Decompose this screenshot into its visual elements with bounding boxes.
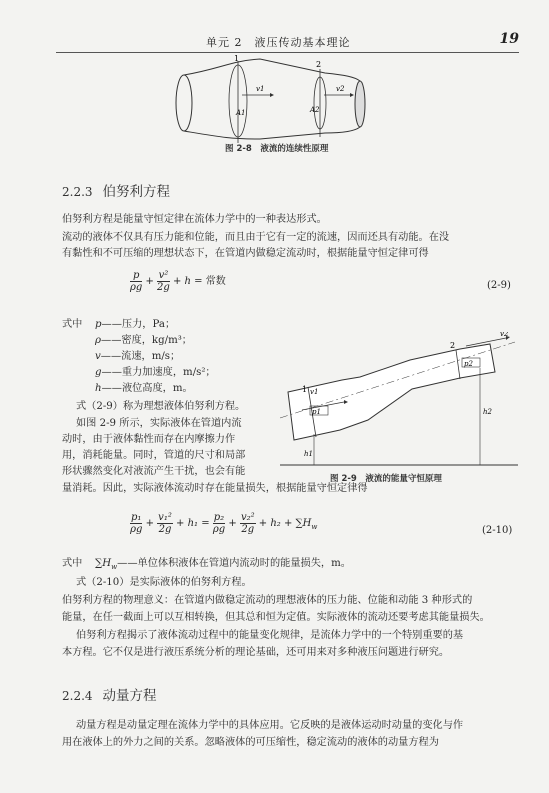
fig28-label-v1: v1 — [256, 85, 265, 93]
fig29-label-s2: 2 — [450, 341, 456, 350]
def-row: p——压力，Pa； — [95, 319, 176, 330]
paragraph-line: 如图 2-9 所示，实际液体在管道内流 — [76, 418, 242, 429]
def-row: v——流速，m/s； — [95, 351, 181, 362]
section-heading-2-2-4 — [62, 684, 157, 704]
figure-2-8-caption: 图 2-8 液流的连续性原理 — [225, 144, 329, 154]
equation-number: (2-10) — [482, 525, 513, 536]
equation-number: (2-9) — [487, 280, 511, 291]
fig28-label-v2: v2 — [336, 85, 345, 93]
fig29-label-v2: v2 — [500, 332, 509, 338]
paragraph: 伯努利方程的物理意义：在管道内做稳定流动的理想液体的压力能、位能和动能 3 种形式的 — [62, 595, 473, 606]
paragraph-line: 动时，由于液体黏性而存在内摩擦力作 — [62, 434, 236, 445]
running-header — [56, 32, 519, 53]
page-number: 19 — [499, 31, 519, 47]
fig28-label-A1: A1 — [236, 109, 246, 117]
fig29-label-p2: p2 — [464, 360, 473, 368]
def-row: g——重力加速度，m/s²； — [95, 367, 216, 378]
paragraph-line: 用，消耗能量。同时，管道的尺寸和局部 — [62, 450, 246, 461]
eq29-rhs: = 常数 — [194, 276, 226, 287]
paragraph: 本方程。它不仅是进行液压系统分析的理论基础，还可用来对多种液压问题进行研究。 — [62, 647, 450, 658]
figure-2-8-continuity-diagram — [170, 55, 390, 145]
paragraph: 有黏性和不可压缩的理想状态下，在管道内做稳定流动时，根据能量守恒定律可得 — [62, 248, 429, 259]
fig29-label-s1: 1 — [302, 385, 308, 394]
paragraph: 伯努利方程揭示了液体流动过程中的能量变化规律，是流体力学中的一个特别重要的基 — [76, 630, 464, 641]
def-row: ρ——密度，kg/m³； — [95, 335, 192, 346]
fig28-label-s1: 1 — [234, 55, 240, 63]
paragraph: 式（2-9）称为理想液体伯努利方程。 — [76, 401, 246, 412]
section-number: 2.2.4 — [62, 689, 93, 703]
equation-2-10: $\frac{\text{p₁}}{\rho g}$ + $\frac{\text{v₁²}}{2g}$ + h₁ = $\frac{\text{p₂}}{\rho g}$ + $\frac{\text{v₂²}}{2g}$ + $h_2 + \sum H_w$ — [130, 512, 318, 535]
where-label: 式中 — [62, 558, 83, 569]
fig29-label-h2: h2 — [483, 408, 492, 416]
paragraph-line: 形状骤然变化对液流产生干扰，也会有能 — [62, 466, 246, 477]
fig28-label-s2: 2 — [316, 60, 322, 69]
paragraph: 量消耗。因此，实际液体流动时存在能量损失，根据能量守恒定律得 — [62, 483, 368, 494]
fig28-label-A2: A2 — [310, 106, 320, 114]
paragraph: 伯努利方程是能量守恒定律在流体力学中的一种表达形式。 — [62, 214, 327, 225]
paragraph: 动量方程是动量定理在流体力学中的具体应用。它反映的是液体运动时动量的变化与作 — [76, 720, 464, 731]
figure-2-9-energy-diagram — [280, 332, 520, 467]
figure-2-9-caption: 图 2-9 液流的能量守恒原理 — [330, 474, 442, 484]
section-number: 2.2.3 — [62, 185, 93, 199]
paragraph: 流动的液体不仅具有压力能和位能，而且由于它有一定的流速，因而还具有动能。在没 — [62, 232, 450, 243]
fig29-label-v1: v1 — [310, 388, 319, 396]
section-title: 动量方程 — [102, 688, 157, 704]
paragraph: 能量，在任一截面上可以互相转换，但其总和恒为定值。实际液体的流动还要考虑其能量损失。 — [62, 612, 490, 623]
def-row: $\sum H_w——$单位体积液体在管道内流动时的能量损失，m。 — [95, 558, 351, 572]
where-label: 式中 — [62, 319, 83, 330]
fig29-label-p1: p1 — [312, 408, 321, 416]
paragraph: 式（2-10）是实际液体的伯努利方程。 — [76, 577, 252, 588]
paragraph: 用在液体上的外力之间的关系。忽略液体的可压缩性，稳定流动的液体的动量方程为 — [62, 737, 439, 748]
section-heading-2-2-3 — [62, 180, 170, 200]
equation-2-9: $\frac{p}{\rho g}$ + $\frac{\text{v²}}{2g}$ + h = 常数 — [130, 270, 226, 293]
header-title: 单元 2 液压传动基本理论 — [206, 36, 351, 49]
section-title: 伯努利方程 — [102, 184, 171, 200]
fig29-label-h1: h1 — [304, 450, 313, 458]
def-row: h——液位高度，m。 — [95, 383, 193, 394]
